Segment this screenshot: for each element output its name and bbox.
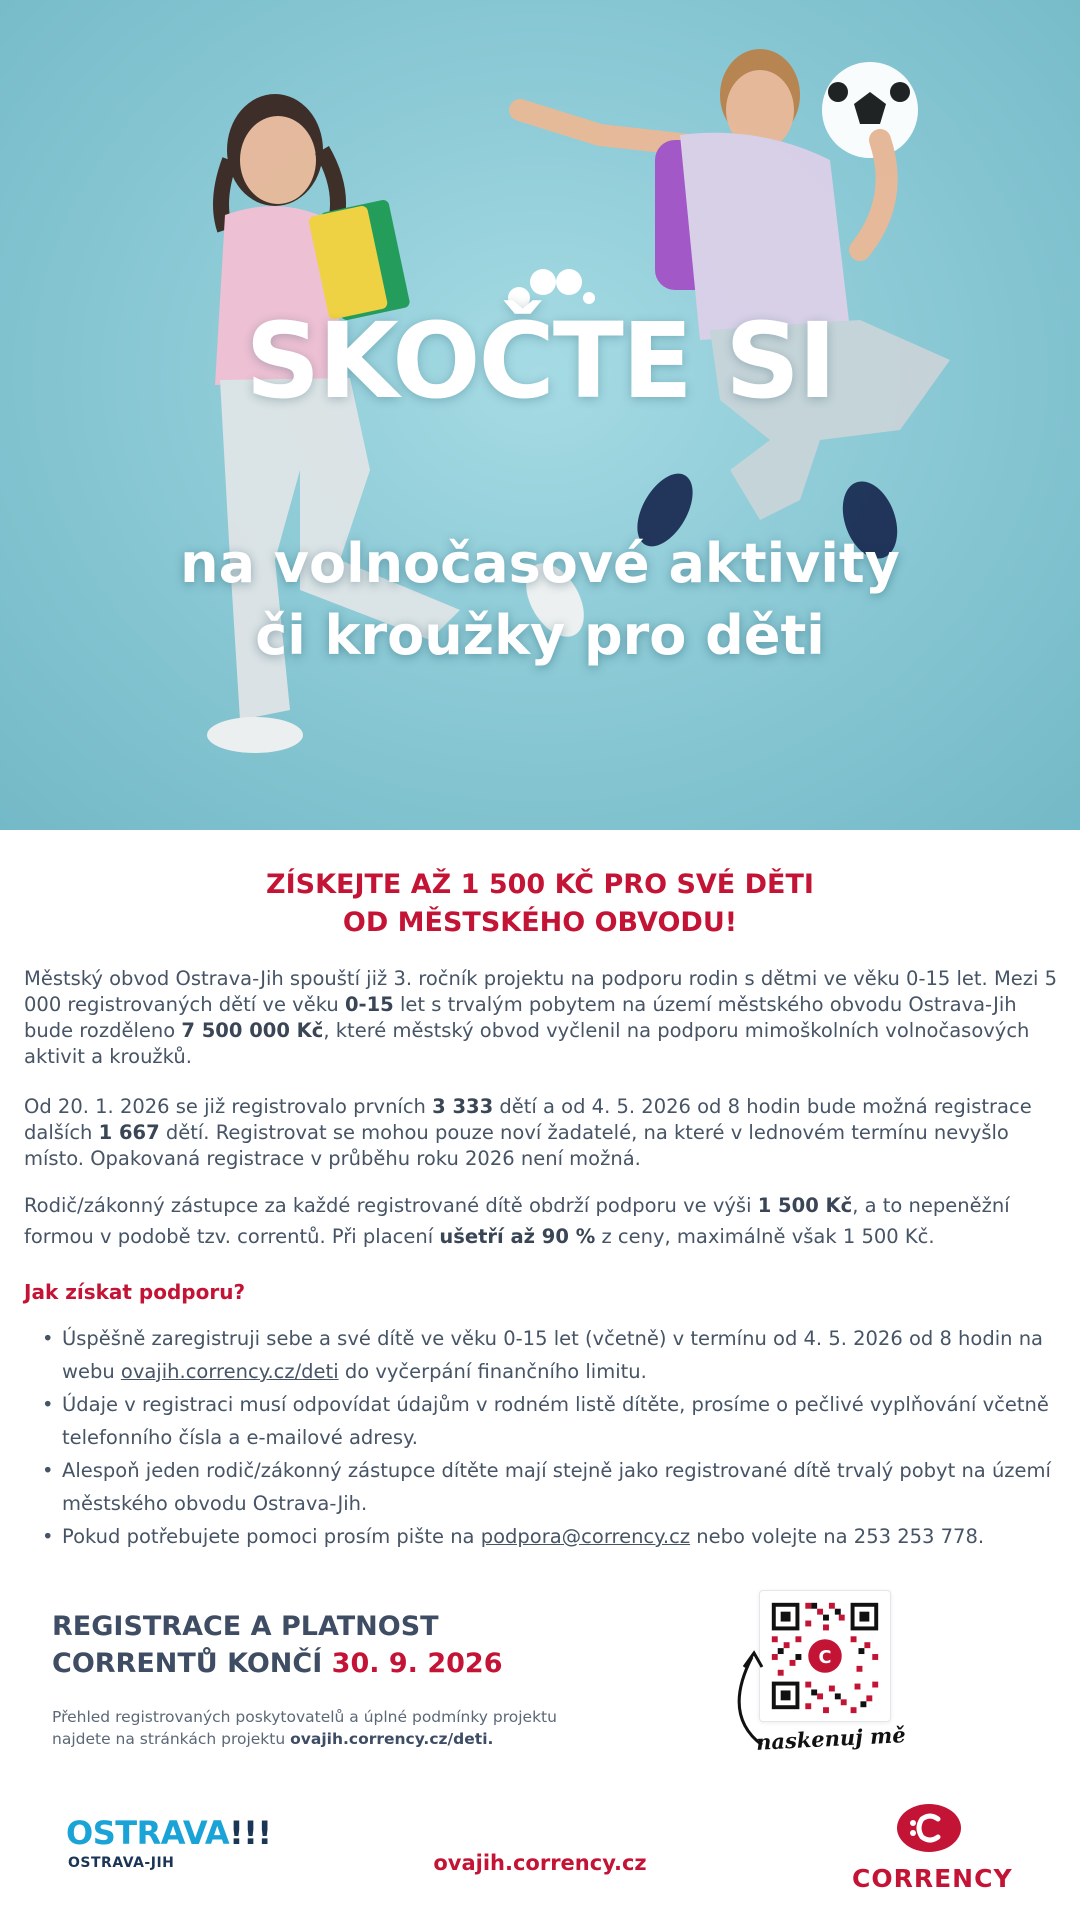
registration-note — [52, 1706, 652, 1750]
support-paragraph — [24, 1190, 1064, 1252]
hero-subtitle — [0, 528, 1080, 672]
ostrava-logo — [66, 1814, 271, 1852]
text: Rodič/zákonný zástupce za každé registrované dítě obdrží podporu ve výši — [24, 1194, 758, 1217]
corrency-logo-icon — [896, 1803, 962, 1853]
registration-paragraph — [24, 1094, 1064, 1172]
text: Od 20. 1. 2026 se již registrovalo prvních — [24, 1095, 433, 1118]
headline — [0, 866, 1080, 942]
text: Městský obvod Ostrava-Jih spouští již 3. ročník projektu na podporu rodin s dětmi ve věku 0-15 let. Mezi 5 000 registrovaných dětí ve věku — [24, 967, 1058, 1016]
deadline-line2 — [52, 1645, 502, 1682]
text: do vyčerpání finančního limitu. — [338, 1360, 647, 1383]
hero-subtitle-line1: na volnočasové aktivity — [180, 532, 900, 595]
text: z ceny, maximálně však 1 500 Kč. — [595, 1225, 935, 1248]
text: nebo volejte na 253 253 778. — [690, 1525, 985, 1548]
ostrava-jih-label: OSTRAVA-JIH — [68, 1855, 175, 1871]
project-url[interactable]: ovajih.corrency.cz/deti. — [290, 1730, 494, 1748]
text: CORRENTŮ KONČÍ — [52, 1648, 332, 1679]
text: let s trvalým pobytem na území městského obvodu Ostrava-Jih bude rozděleno — [24, 993, 1017, 1042]
text: dětí. Registrovat se mohou pouze noví žadatelé, na které v lednovém termínu nevyšlo místo. Opakovaná registrace v průběhu roku 2026 není možná. — [24, 1121, 1009, 1170]
list-item — [42, 1388, 1062, 1454]
hero-title: SKOČTE SI — [245, 300, 835, 422]
next-count: 1 667 — [98, 1121, 160, 1144]
deadline-line1: REGISTRACE A PLATNOST — [52, 1611, 439, 1642]
how-to-title: Jak získat podporu? — [24, 1280, 246, 1304]
deadline-date: 30. 9. 2026 — [331, 1648, 503, 1679]
text: Alespoň jeden rodič/zákonný zástupce dítěte mají stejně jako registrované dítě trvalý pobyt na území městského obvodu Ostrava-Jih. — [62, 1459, 1051, 1515]
text: Údaje v registraci musí odpovídat údajům v rodném listě dítěte, prosíme o pečlivé vyplňování včetně telefonního čísla a e-mailové adresy. — [62, 1393, 1049, 1449]
registration-link[interactable]: ovajih.corrency.cz/deti — [120, 1360, 339, 1383]
registration-deadline — [52, 1608, 502, 1682]
text: , a to nepeněžní formou v podobě tzv. correntů. Při placení — [24, 1194, 1010, 1248]
list-item — [42, 1520, 1062, 1553]
scan-me-caption: naskenuj mě — [755, 1722, 907, 1755]
savings: ušetří až 90 % — [439, 1225, 596, 1248]
hero-subtitle-line2: či kroužky pro děti — [255, 604, 825, 667]
text: Úspěšně zaregistruji sebe a své dítě ve věku 0-15 let (včetně) v termínu od 4. 5. 2026 od 8 hodin na webu — [62, 1327, 1044, 1383]
hero-banner — [0, 0, 1080, 830]
list-item — [42, 1454, 1062, 1520]
corrency-logo-text: CORRENCY — [852, 1864, 1013, 1893]
total-amount: 7 500 000 Kč — [181, 1019, 324, 1042]
footer-url[interactable]: ovajih.corrency.cz — [433, 1851, 647, 1875]
support-amount: 1 500 Kč — [757, 1194, 853, 1217]
logo-exclamation: !!! — [229, 1814, 272, 1852]
logo-text: OSTRAVA — [66, 1814, 230, 1852]
list-item — [42, 1322, 1062, 1388]
support-email-link[interactable]: podpora@corrency.cz — [480, 1525, 691, 1548]
text: dětí a od 4. 5. 2026 od 8 hodin bude možná registrace dalších — [24, 1095, 1032, 1144]
note-line2 — [52, 1728, 652, 1750]
intro-paragraph — [24, 966, 1064, 1070]
age-range: 0-15 — [344, 993, 394, 1016]
first-count: 3 333 — [432, 1095, 494, 1118]
headline-line2: OD MĚSTSKÉHO OBVODU! — [342, 907, 738, 938]
text: Pokud potřebujete pomoci prosím pište na — [62, 1525, 481, 1548]
headline-line1: ZÍSKEJTE AŽ 1 500 KČ PRO SVÉ DĚTI — [266, 869, 814, 900]
text: , které městský obvod vyčlenil na podporu mimoškolních volnočasových aktivit a kroužků. — [24, 1019, 1030, 1068]
text: najdete na stránkách projektu — [52, 1730, 291, 1748]
how-to-list — [42, 1322, 1062, 1553]
note-line1: Přehled registrovaných poskytovatelů a úplné podmínky projektu — [52, 1708, 557, 1726]
svg-text:C: C — [818, 1647, 832, 1668]
